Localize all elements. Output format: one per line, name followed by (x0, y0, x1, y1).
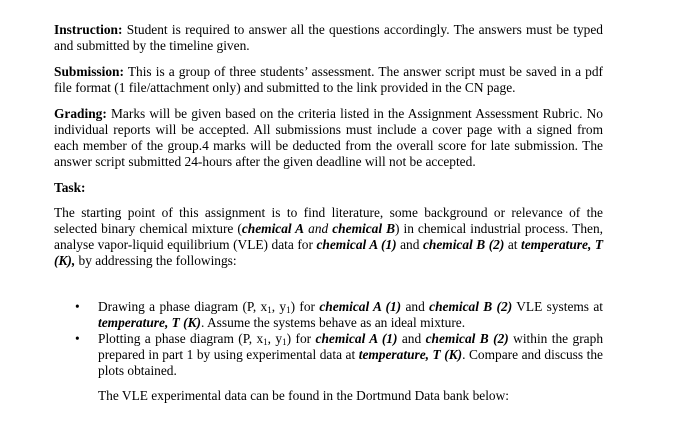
task-chem-a1: chemical A (1) (316, 237, 397, 252)
task-chem-a: chemical A (241, 221, 305, 236)
task-bullet-list (54, 299, 603, 379)
task-chem-b: chemical B (332, 221, 396, 236)
bullet-1-text-e: . Assume the systems behave as an ideal mixture. (201, 315, 466, 330)
bullet-2-and: and (397, 331, 426, 346)
task-text-2: ) in chemical industrial process. Then, analyse vapor-liquid equilibrium (VLE) data for (54, 221, 603, 252)
bullet-1-sub-2: 1 (286, 305, 291, 315)
bullet-1-temperature: temperature, T (K) (98, 315, 202, 330)
task-and: and (396, 237, 423, 252)
submission-label: Submission: (54, 64, 124, 79)
instruction-label: Instruction: (54, 22, 123, 37)
grading-label: Grading: (54, 106, 107, 121)
bullet-1-text-a: Drawing a phase diagram (P, x (98, 299, 268, 314)
bullet-1-text-d: VLE systems at (512, 299, 604, 314)
bullet-1-chem-a1: chemical A (1) (319, 299, 402, 314)
task-and-italic: and (304, 221, 333, 236)
task-text-1: The starting point of this assignment is to find literature, some background or relevance of the selected binary chemical mixture ( (54, 205, 603, 236)
submission-text: This is a group of three students’ assessment. The answer script must be saved in a pdf file format (1 file/attachment only) and submitted to the link provided in the CN page. (54, 64, 603, 95)
bullet-2-sub-2: 1 (282, 337, 287, 347)
grading-paragraph (54, 106, 603, 170)
bullet-2-sub-1: 1 (263, 337, 268, 347)
bullet-2-chem-b2: chemical B (2) (425, 331, 509, 346)
bullet-2-text-c: ) for (286, 331, 316, 346)
bullet-1-chem-b2: chemical B (2) (429, 299, 513, 314)
task-heading: Task: (54, 180, 86, 195)
instruction-paragraph (54, 22, 603, 54)
bullet-2-text-a: Plotting a phase diagram (P, x (98, 331, 264, 346)
bullet-2-temperature: temperature, T (K) (358, 347, 463, 362)
task-paragraph (54, 205, 603, 269)
bullet-item-2 (54, 331, 603, 379)
bullet-1-and: and (401, 299, 430, 314)
task-at: at (504, 237, 522, 252)
instruction-text: Student is required to answer all the questions accordingly. The answers must be typed and submitted by the timeline given. (54, 22, 603, 53)
document-page (54, 22, 603, 404)
bullet-2-text-e: . Compare and discuss the plots obtained. (98, 347, 603, 378)
grading-text: Marks will be given based on the criteria listed in the Assignment Assessment Rubric. No individual reports will be accepted. All submissions must include a cover page with a signed from each member of the group.4 marks will be deducted from the overall score for late submission. The answer script submitted 24-hours after the given deadline will not be accepted. (54, 106, 603, 169)
bullet-dot-icon: • (75, 299, 80, 314)
task-text-3: by addressing the followings: (75, 253, 237, 268)
bullet-1-text-b: , y (271, 299, 287, 314)
bullet-2-chem-a1: chemical A (1) (315, 331, 398, 346)
bullet-2-text-d: within the graph prepared in part 1 by using experimental data at (98, 331, 604, 362)
bullet-1-sub-1: 1 (267, 305, 272, 315)
task-chem-b2: chemical B (2) (422, 237, 505, 252)
vle-data-note: The VLE experimental data can be found in the Dortmund Data bank below: (98, 388, 510, 403)
bullet-item-1 (54, 299, 603, 331)
bullet-dot-icon: • (75, 331, 80, 346)
bullet-1-text-c: ) for (290, 299, 320, 314)
submission-paragraph (54, 64, 603, 96)
bullet-2-text-b: , y (267, 331, 283, 346)
task-temperature: temperature, T (K), (54, 237, 603, 268)
